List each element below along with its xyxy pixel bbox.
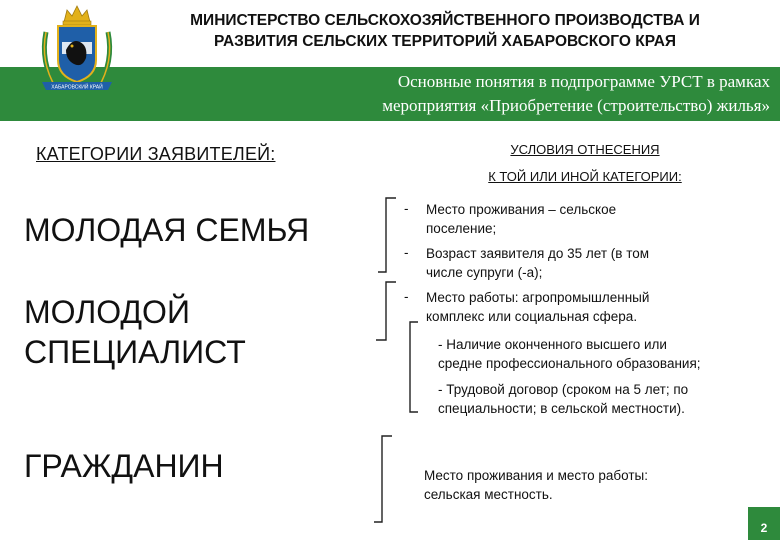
- bracket-citizen: [374, 436, 392, 522]
- condition-citizen: [424, 466, 648, 504]
- condition-age-line2: числе супруги (-а);: [426, 265, 543, 280]
- bracket-young-family: [378, 198, 396, 272]
- condition-contract-line2: специальности; в сельской местности).: [438, 401, 685, 416]
- condition-education: [438, 335, 701, 373]
- conditions-heading-line2: К ТОЙ ИЛИ ИНОЙ КАТЕГОРИИ:: [488, 169, 682, 184]
- condition-workplace: [426, 288, 649, 326]
- emblem-ribbon-text: ХАБАРОВСКИЙ КРАЙ: [51, 84, 103, 91]
- condition-citizen-line1: Место проживания и место работы:: [424, 468, 648, 483]
- condition-education-line2: средне профессионального образования;: [438, 356, 701, 371]
- bracket-education: [410, 322, 418, 412]
- condition-residence-line1: Место проживания – сельское: [426, 202, 617, 217]
- condition-workplace-line1: Место работы: агропромышленный: [426, 290, 650, 305]
- condition-residence-line2: поселение;: [426, 221, 497, 236]
- category-citizen: ГРАЖДАНИН: [24, 448, 224, 484]
- conditions-heading-line1: УСЛОВИЯ ОТНЕСЕНИЯ: [510, 142, 660, 157]
- condition-bullet: -: [404, 289, 409, 304]
- condition-citizen-line2: сельская местность.: [424, 487, 553, 502]
- category-young-family: МОЛОДАЯ СЕМЬЯ: [24, 212, 310, 248]
- condition-workplace-line2: комплекс или социальная сфера.: [426, 309, 638, 324]
- condition-bullet: -: [404, 245, 409, 260]
- ministry-title-line1: МИНИСТЕРСТВО СЕЛЬСКОХОЗЯЙСТВЕННОГО ПРОИЗВОДСТВА И: [190, 12, 700, 29]
- condition-age-line1: Возраст заявителя до 35 лет (в том: [426, 246, 650, 261]
- condition-age: [426, 244, 649, 282]
- condition-residence: [426, 200, 616, 238]
- categories-heading: КАТЕГОРИИ ЗАЯВИТЕЛЕЙ:: [36, 144, 276, 164]
- ministry-title-line2: РАЗВИТИЯ СЕЛЬСКИХ ТЕРРИТОРИЙ ХАБАРОВСКОГО КРАЯ: [213, 33, 677, 50]
- condition-contract: [438, 380, 688, 418]
- slide-subtitle-line1: Основные понятия в подпрограмме УРСТ в рамках: [397, 72, 770, 91]
- khabarovsk-coat-of-arms-icon: [36, 2, 118, 106]
- bracket-young-specialist: [376, 282, 396, 340]
- slide-subtitle-line2: мероприятия «Приобретение (строительство) жилья»: [382, 96, 770, 115]
- page-number: 2: [748, 507, 780, 540]
- category-young-specialist-line2: СПЕЦИАЛИСТ: [24, 334, 246, 370]
- condition-education-line1: - Наличие оконченного высшего или: [438, 337, 667, 352]
- condition-bullet: -: [404, 201, 409, 216]
- category-young-specialist-line1: МОЛОДОЙ: [24, 294, 190, 330]
- condition-contract-line1: - Трудовой договор (сроком на 5 лет; по: [438, 382, 689, 397]
